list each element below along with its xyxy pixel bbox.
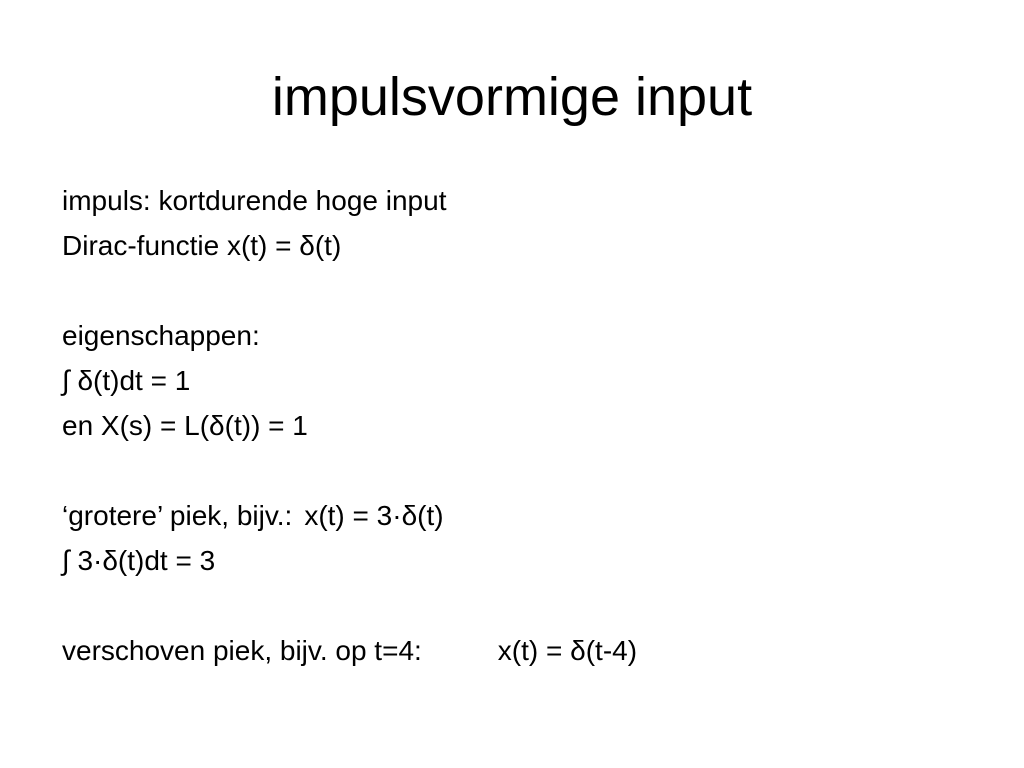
dirac-function-line: Dirac-functie x(t) = δ(t) (62, 230, 342, 261)
properties-heading: eigenschappen: (62, 320, 260, 351)
shifted-peak-line (62, 634, 637, 668)
larger-peak-label: ‘grotere’ piek, bijv.: (62, 500, 293, 531)
shifted-peak-label: verschoven piek, bijv. op t=4: (62, 635, 422, 666)
laplace-property-line: en X(s) = L(δ(t)) = 1 (62, 410, 308, 441)
impulse-definition-line: impuls: kortdurende hoge input (62, 185, 447, 216)
shifted-peak-formula: x(t) = δ(t-4) (497, 635, 638, 666)
integral-property-line: ∫ δ(t)dt = 1 (62, 365, 191, 396)
larger-peak-integral-line: ∫ 3·δ(t)dt = 3 (62, 545, 216, 576)
larger-peak-line (62, 499, 444, 533)
slide-title: impulsvormige input (271, 67, 753, 127)
larger-peak-formula: x(t) = 3·δ(t) (304, 500, 444, 531)
